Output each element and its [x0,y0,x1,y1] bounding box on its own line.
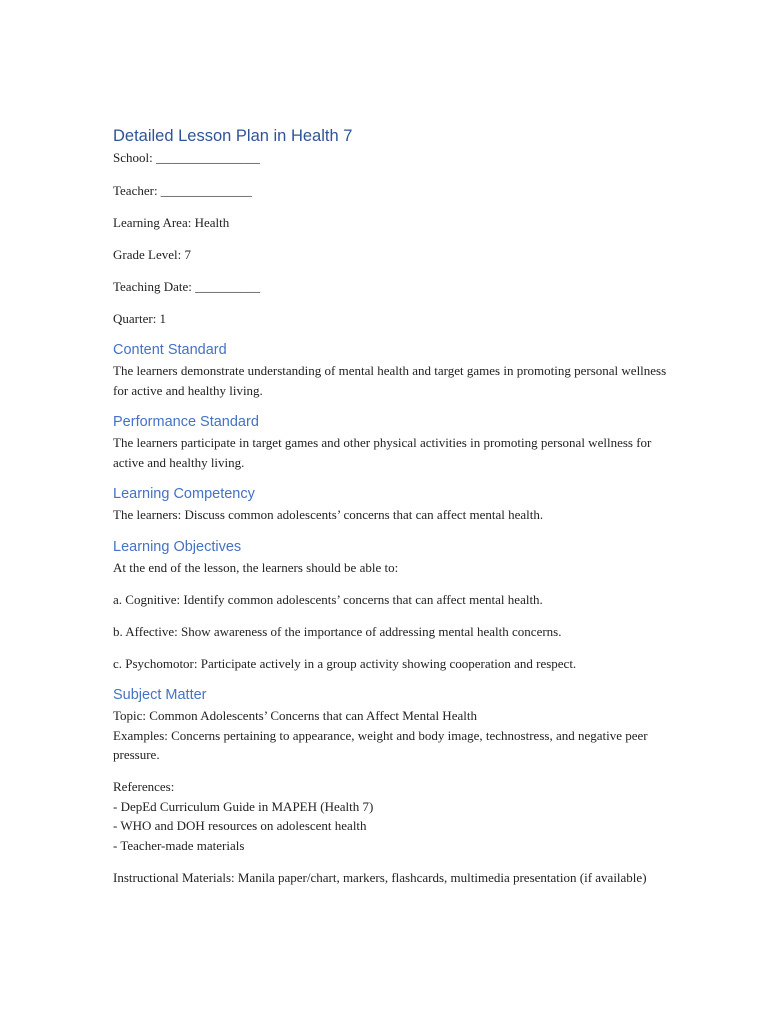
quarter-field: Quarter: 1 [113,310,167,326]
performance-standard-text: The learners participate in target games and other physical activities in promoting personal wellness for active and healthy living. [113,435,652,470]
teaching-date-field: Teaching Date: __________ [113,278,261,294]
content-standard-heading: Content Standard [113,342,227,358]
learning-competency-text: The learners: Discuss common adolescents’ concerns that can affect mental health. [113,507,544,522]
school-field: School: ________________ [113,150,260,165]
content-standard-text: The learners demonstrate understanding of mental health and target games in promoting personal wellness for active and healthy living. [113,363,667,398]
learning-objectives-heading: Learning Objectives [113,538,242,555]
reference-item: - Teacher-made materials [113,837,245,853]
objective-psychomotor: c. Psychomotor: Participate actively in a group activity showing cooperation and respect. [113,655,577,671]
performance-standard-heading: Performance Standard [113,414,259,430]
teacher-field: Teacher: ______________ [113,182,252,198]
subject-matter-topic-block [113,706,668,765]
references-block [113,777,668,855]
objective-affective: b. Affective: Show awareness of the importance of addressing mental health concerns. [113,623,562,639]
subject-matter-heading: Subject Matter [113,687,207,703]
objective-cognitive: a. Cognitive: Identify common adolescents’ concerns that can affect mental health. [113,591,543,607]
reference-item: - DepEd Curriculum Guide in MAPEH (Health 7) [113,798,374,814]
learning-competency-heading: Learning Competency [113,486,255,502]
references-label: References: [113,779,175,794]
learning-objectives-intro: At the end of the lesson, the learners should be able to: [113,559,399,575]
reference-item: - WHO and DOH resources on adolescent health [113,818,367,833]
learning-area-field: Learning Area: Health [113,214,230,230]
document-title: Detailed Lesson Plan in Health 7 [113,127,353,145]
grade-level-field: Grade Level: 7 [113,246,191,262]
subject-matter-topic: Topic: Common Adolescents’ Concerns that can Affect Mental Health [113,708,477,723]
subject-matter-examples: Examples: Concerns pertaining to appearance, weight and body image, technostress, and negative peer pressure. [113,727,648,762]
instructional-materials: Instructional Materials: Manila paper/chart, markers, flashcards, multimedia presentation (if available) [113,869,647,885]
